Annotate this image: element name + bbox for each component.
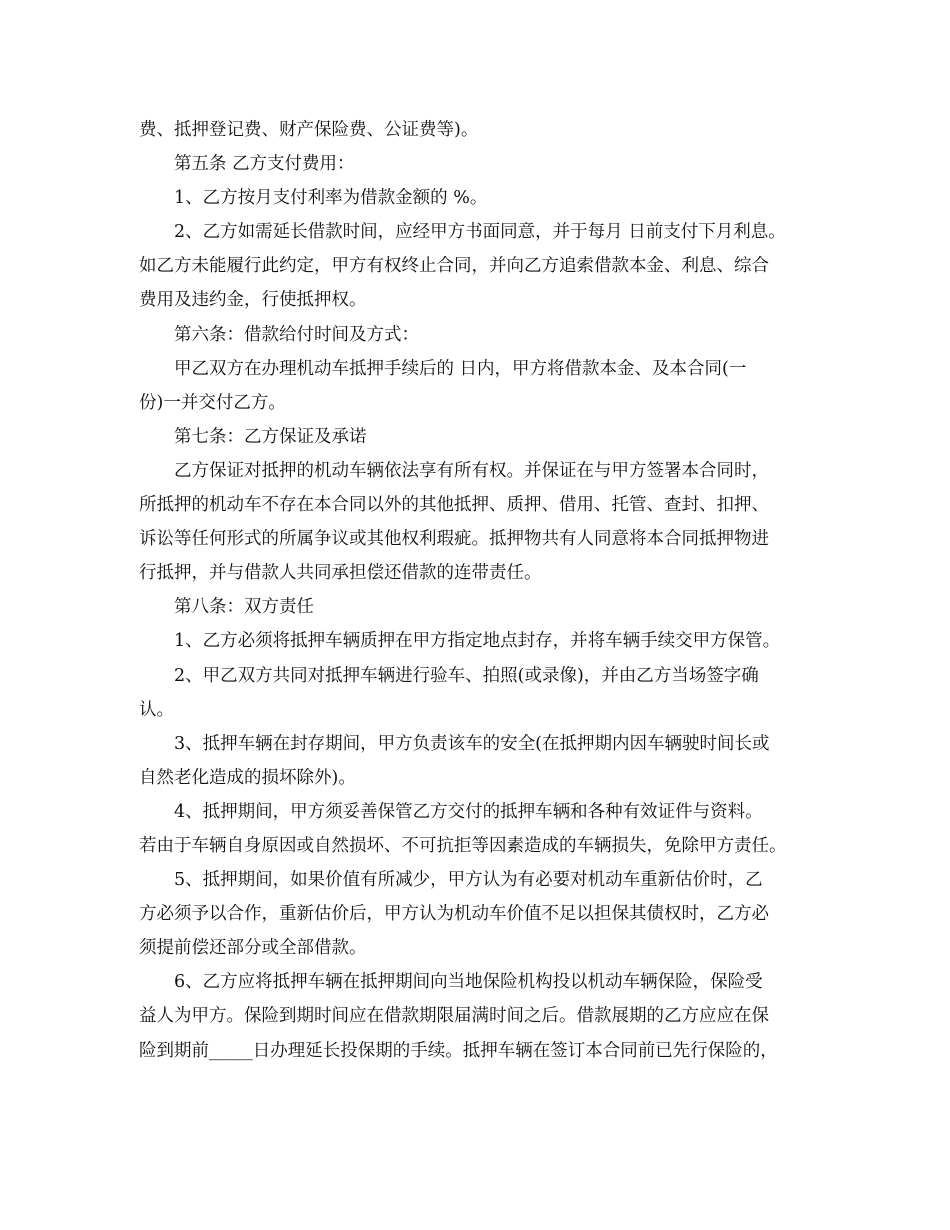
text-line: 费、抵押登记费、财产保险费、公证费等)。 [139, 120, 479, 140]
text-line: 2、甲乙双方共同对抵押车辆进行验车、拍照(或录像)，并由乙方当场签字确 [174, 665, 759, 686]
text-line: 自然老化造成的损坏除外)。 [139, 767, 356, 788]
text-line: 行抵押，并与借款人共同承担偿还借款的连带责任。 [139, 563, 542, 584]
text-line: 乙方保证对抵押的机动车辆依法享有所有权。并保证在与甲方签署本合同时， [174, 460, 769, 481]
text-line: 3、抵押车辆在封存期间，甲方负责该车的安全(在抵押期内因车辆驶时间长或 [174, 733, 770, 754]
text-line: 甲乙双方在办理机动车抵押手续后的 日内，甲方将借款本金、及本合同(一 [174, 358, 747, 379]
text-line: 须提前偿还部分或全部借款。 [139, 938, 367, 959]
text-line: 若由于车辆自身原因或自然损坏、不可抗拒等因素造成的车辆损失，免除甲方责任。 [139, 835, 787, 856]
text-line: 1、乙方必须将抵押车辆质押在甲方指定地点封存，并将车辆手续交甲方保管。 [174, 631, 781, 652]
text-line: 1、乙方按月支付利率为借款金额的 %。 [174, 188, 488, 209]
text-line: 方必须予以合作，重新估价后，甲方认为机动车价值不足以担保其债权时，乙方必 [139, 904, 769, 925]
text-line: 益人为甲方。保险到期时间应在借款期限届满时间之后。借款展期的乙方应应在保 [139, 1006, 769, 1027]
text-line: 险到期前_____日办理延长投保期的手续。抵押车辆在签订本合同前已先行保险的， [139, 1040, 778, 1061]
text-line: 所抵押的机动车不存在本合同以外的其他抵押、质押、借用、托管、查封、扣押、 [139, 495, 769, 516]
text-line: 认。 [139, 699, 174, 720]
text-line: 6、乙方应将抵押车辆在抵押期间向当地保险机构投以机动车辆保险，保险受 [174, 972, 763, 993]
text-line: 5、抵押期间，如果价值有所减少，甲方认为有必要对机动车重新估价时，乙 [174, 870, 763, 891]
text-line: 诉讼等任何形式的所属争议或其他权利瑕疵。抵押物共有人同意将本合同抵押物进 [139, 529, 769, 550]
text-line: 如乙方未能履行此约定，甲方有权终止合同，并向乙方追索借款本金、利息、综合 [139, 256, 769, 277]
text-line: 第八条：双方责任 [174, 597, 314, 618]
text-line: 2、乙方如需延长借款时间，应经甲方书面同意，并于每月 日前支付下月利息。 [174, 222, 786, 243]
text-line: 4、抵押期间，甲方须妥善保管乙方交付的抵押车辆和各种有效证件与资料。 [174, 801, 763, 822]
text-line: 第五条 乙方支付费用： [174, 154, 355, 175]
text-line: 第七条：乙方保证及承诺 [174, 426, 367, 447]
text-line: 第六条：借款给付时间及方式： [174, 324, 419, 345]
text-line: 费用及违约金，行使抵押权。 [139, 290, 367, 311]
contract-body-text [139, 113, 819, 1068]
text-line: 份)一并交付乙方。 [139, 392, 286, 413]
